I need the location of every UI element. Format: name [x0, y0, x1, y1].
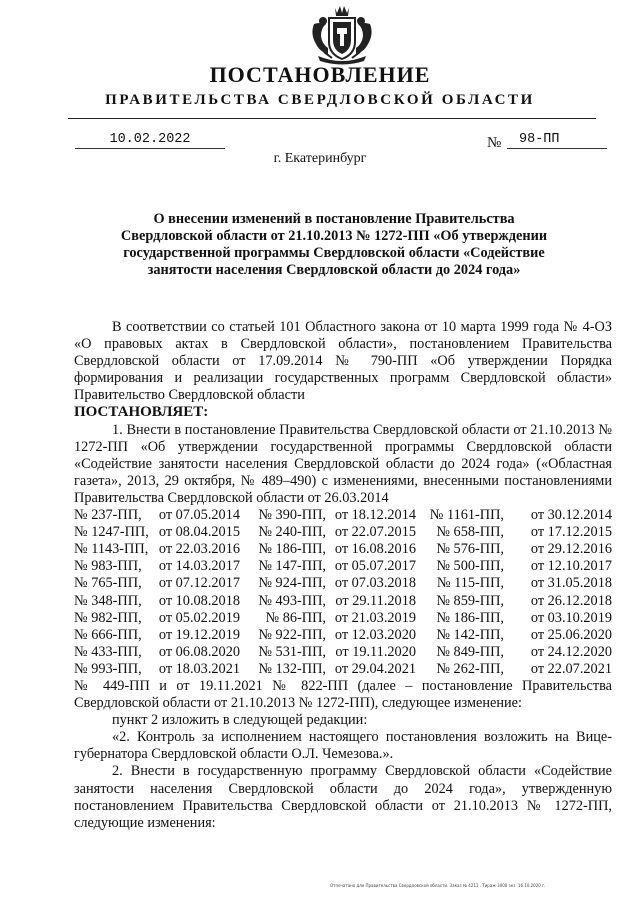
amendment-cell: от 29.11.2018 — [335, 592, 416, 609]
document-number: 98-ПП — [507, 132, 607, 149]
amendment-cell: № 390-ПП, — [258, 507, 326, 524]
amendment-cell: № 493-ПП, — [258, 592, 326, 609]
amendment-cell: № 142-ПП, — [436, 626, 504, 643]
amendment-cell: № 849-ПП, — [436, 643, 504, 660]
amendment-cell: № 922-ПП, — [258, 626, 326, 643]
amendment-cell: № 983-ПП, — [74, 558, 142, 575]
amendment-cell: от 22.03.2016 — [158, 541, 240, 558]
amendment-cell: № 186-ПП, — [258, 541, 326, 558]
amendment-cell: № 859-ПП, — [436, 592, 504, 609]
amendment-cell: от 18.12.2014 — [334, 507, 416, 524]
amendment-cell: от 29.12.2016 — [530, 541, 612, 558]
print-note: Отпечатано для Правительства Свердловской области. Заказ № 4211 . Тираж 3000 экз. 16.10.2020 г. — [330, 883, 546, 888]
amendment-cell: от 08.04.2015 — [158, 524, 240, 541]
amendment-cell: от 12.10.2017 — [530, 558, 612, 575]
amendment-cell: от 26.12.2018 — [530, 592, 612, 609]
amendment-cell: от 22.07.2015 — [334, 524, 416, 541]
resolves-heading: ПОСТАНОВЛЯЕТ: — [74, 404, 209, 421]
amendment-cell: от 07.12.2017 — [158, 575, 240, 592]
amendment-cell: № 132-ПП, — [258, 660, 326, 677]
amendment-cell: № 924-ПП, — [258, 575, 326, 592]
amendment-cell: № 666-ПП, — [74, 626, 142, 643]
amendment-cell: от 16.08.2016 — [334, 541, 416, 558]
subject-line: занятости населения Свердловской области до 2024 года» — [147, 262, 521, 278]
amendment-cell: от 25.06.2020 — [530, 626, 612, 643]
point-2-intro: пункт 2 изложить в следующей редакции: — [112, 712, 368, 729]
amendment-cell: № 576-ПП, — [436, 541, 504, 558]
item-1-tail: № 449-ПП и от 19.11.2021 № 822-ПП (далее – постановление Правительства Свердловской области от 21.10.2013 № 1272-ПП), следующее изменение: — [74, 677, 612, 712]
document-body — [74, 319, 612, 832]
amendment-cell: от 06.08.2020 — [158, 643, 240, 660]
amendment-cell: № 348-ПП, — [74, 592, 142, 609]
coat-of-arms-icon — [304, 4, 380, 66]
amendment-cell: № 433-ПП, — [74, 643, 142, 660]
subject-line: государственной программы Свердловской области «Содействие — [123, 245, 545, 261]
amendment-cell: № 1143-ПП, — [74, 541, 149, 558]
amendments-list — [74, 507, 612, 678]
subject-line: О внесении изменений в постановление Правительства — [153, 211, 515, 227]
amendment-cell: № 765-ПП, — [74, 575, 142, 592]
point-2-text: «2. Контроль за исполнением настоящего постановления возложить на Вице-губернатора Свердловской области О.Л. Чемезова.». — [74, 729, 612, 763]
amendment-cell: от 07.05.2014 — [158, 507, 240, 524]
amendment-cell: № 500-ПП, — [436, 558, 504, 575]
amendment-cell: № 1161-ПП, — [429, 507, 504, 524]
amendment-cell: от 10.08.2018 — [158, 592, 240, 609]
amendment-cell: № 86-ПП, — [265, 609, 326, 626]
amendment-cell: от 31.05.2018 — [530, 575, 612, 592]
amendment-cell: № 262-ПП, — [436, 660, 504, 677]
amendment-cell: № 186-ПП, — [436, 609, 504, 626]
document-title: ПОСТАНОВЛЕНИЕ — [209, 62, 431, 87]
amendment-cell: № 115-ПП, — [436, 575, 504, 592]
amendment-cell: от 24.12.2020 — [530, 643, 612, 660]
document-city: г. Екатеринбург — [273, 151, 367, 166]
amendment-cell: № 531-ПП, — [258, 643, 326, 660]
amendment-cell: № 1247-ПП, — [74, 524, 149, 541]
amendment-cell: № 237-ПП, — [74, 507, 142, 524]
header-divider — [68, 118, 596, 119]
amendment-cell: от 29.04.2021 — [334, 660, 416, 677]
amendment-cell: от 12.03.2020 — [334, 626, 416, 643]
amendment-cell: от 07.03.2018 — [334, 575, 416, 592]
amendment-cell: от 18.03.2021 — [158, 660, 240, 677]
amendment-cell: от 19.11.2020 — [335, 643, 416, 660]
amendment-cell: от 05.07.2017 — [334, 558, 416, 575]
amendment-cell: от 17.12.2015 — [530, 524, 612, 541]
amendment-cell: от 19.12.2019 — [158, 626, 240, 643]
preamble-paragraph: В соответствии со статьей 101 Областного закона от 10 марта 1999 года № 4-ОЗ «О правовых актах в Свердловской области», постановлением Правительства Свердловской области от 17.09.2014 № 790-ПП «Об утверждении Порядка формирования и реализации государственных программ Свердловской области» Правительство Свердловской области — [74, 319, 612, 404]
amendment-cell: № 658-ПП, — [436, 524, 504, 541]
amendment-cell: № 982-ПП, — [74, 609, 142, 626]
document-date: 10.02.2022 — [75, 132, 225, 149]
subject-line: Свердловской области от 21.10.2013 № 1272-ПП «Об утверждении — [120, 228, 548, 244]
amendment-cell: от 14.03.2017 — [158, 558, 240, 575]
amendment-cell: от 30.12.2014 — [530, 507, 612, 524]
amendment-cell: от 05.02.2019 — [158, 609, 240, 626]
item-2-paragraph: 2. Внести в государственную программу Свердловской области «Содействие занятости населения Свердловской области до 2024 года», утвержденную постановлением Правительства Свердловской области от 21.10.2013 № 1272-ПП, следующие изменения: — [74, 763, 612, 831]
amendment-cell: № 240-ПП, — [258, 524, 326, 541]
amendment-cell: от 21.03.2019 — [334, 609, 416, 626]
amendment-cell: от 03.10.2019 — [530, 609, 612, 626]
document-subject — [80, 211, 588, 279]
amendment-cell: № 147-ПП, — [258, 558, 326, 575]
item-1-intro: 1. Внести в постановление Правительства Свердловской области от 21.10.2013 № 1272-ПП «Об утверждении государственной программы Свердловской области «Содействие занятости населения Свердловской области до 2024 года» («Областная газета», 2013, 29 октября, № 489–490) с изменениями, внесенными постановлениями Правительства Свердловской области от 26.03.2014 — [74, 421, 612, 506]
amendment-cell: № 993-ПП, — [74, 660, 142, 677]
number-sign: № — [487, 135, 502, 151]
amendment-cell: от 22.07.2021 — [530, 660, 612, 677]
issuer-name: ПРАВИТЕЛЬСТВА СВЕРДЛОВСКОЙ ОБЛАСТИ — [105, 92, 535, 108]
